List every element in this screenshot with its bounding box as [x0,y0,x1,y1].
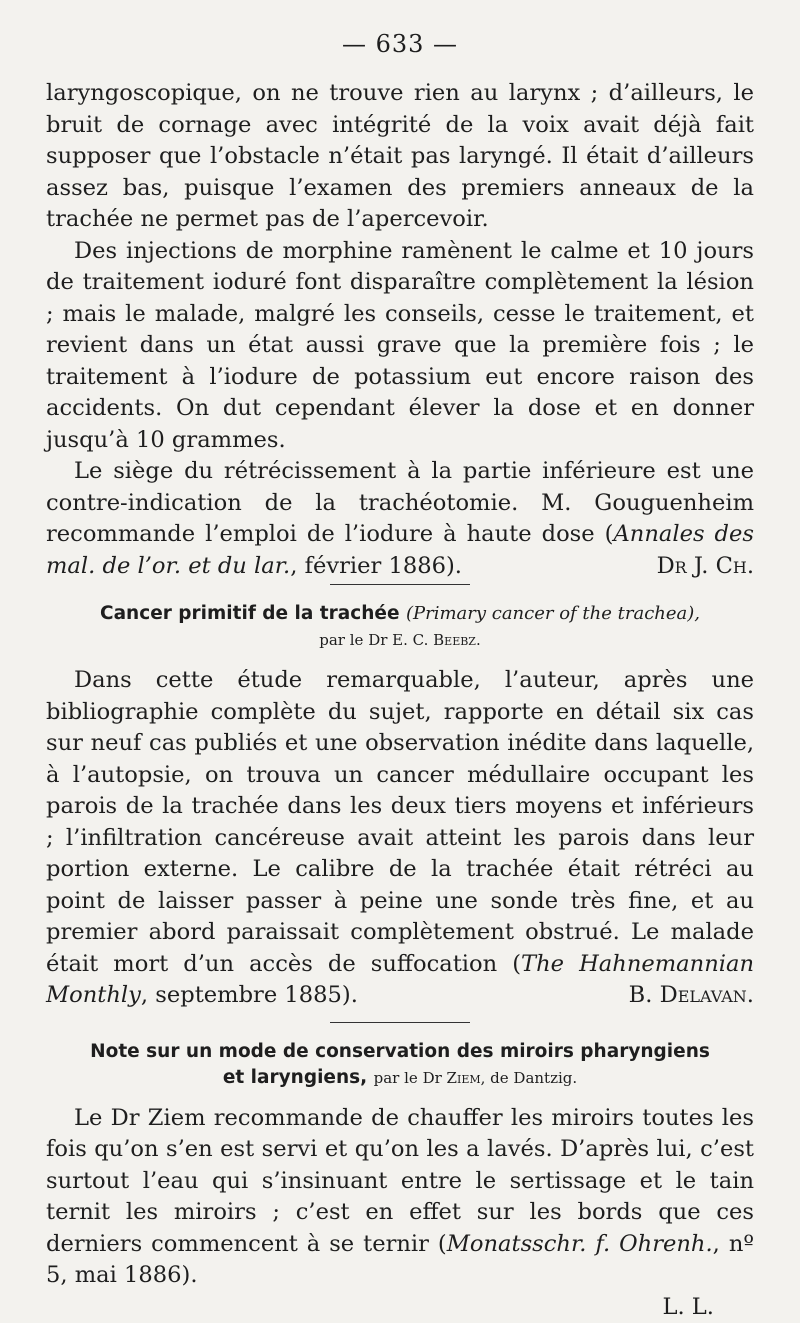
paragraph-mirrors [46,1103,754,1292]
reference-journal: Monatsschr. f. Ohrenh. [447,1231,713,1257]
section-divider [330,1022,470,1023]
paragraph-text: , février 1886). [290,553,462,579]
byline-author: Ziem, [447,1069,486,1087]
paragraph-text: , nº 5, mai 1886). [46,1231,754,1289]
paragraph-text: Dans cette étude remarquable, l’auteur, après une bibliographie complète du sujet, rapporte en détail six cas sur neuf cas publiés et une observation inédite dans laquelle, à l’autopsie, on trouva un cancer médullaire occupant les parois de la trachée dans les deux tiers moyens et inférieurs ; l’infiltration cancéreuse avait atteint les parois dans leur portion externe. Le calibre de la trachée était rétréci au point de laisser passer à peine une sonde très fine, et au premier abord paraissait complètement obstrué. Le malade était mort d’un accès de suffocation ( [46,667,754,977]
signature-l-l: L. L. [46,1292,754,1323]
article-title-text: Cancer primitif de la trachée [100,603,400,624]
paragraph-laryngoscopy: laryngoscopique, on ne trouve rien au larynx ; d’ailleurs, le bruit de cornage avec intégrité de la voix avait déjà fait supposer que l’obstacle n’était pas laryngé. Il était d’ailleurs assez bas, puisque l’examen des premiers anneaux de la trachée ne permet pas de l’apercevoir. [46,78,754,236]
byline-author: Beebz. [433,631,481,649]
article-title-line1: Note sur un mode de conservation des miroirs pharyngiens [90,1041,710,1062]
reference-journal: Annales des mal. de l’or. et du lar. [46,521,754,579]
article-title-line2: et laryngiens, [223,1067,367,1088]
paragraph-treatment: Des injections de morphine ramènent le calme et 10 jours de traitement ioduré font disparaître complètement la lésion ; mais le malade, malgré les conseils, cesse le traitement, et revient dans un état aussi grave que la première fois ; le traitement à l’iodure de potassium eut encore raison des accidents. On dut cependant élever la dose et en donner jusqu’à 10 grammes. [46,236,754,457]
byline-suffix: de Dantzig. [490,1069,577,1087]
article-title-translation: (Primary cancer of the trachea), [406,603,700,624]
paragraph-text: Le Dr Ziem recommande de chauffer les miroirs toutes les fois qu’on s’en est servi et qu’on les a lavés. D’après lui, c’est surtout l’eau qui s’insinuant entre le sertissage et le tain ternit les miroirs ; c’est en effet sur les bords que ces derniers commencent à se ternir ( [46,1105,754,1257]
article-title-cancer [46,601,754,627]
paragraph-stricture [46,456,754,582]
article-byline-mirrors [374,1069,578,1087]
paragraph-cancer-study [46,665,754,1012]
signature-delavan: B. Delavan. [601,980,754,1012]
section-divider [330,584,470,585]
page-number: — 633 — [46,30,754,58]
article-byline-cancer [46,627,754,653]
reference-journal: The Hahnemannian Monthly [46,951,754,1009]
byline-prefix: par le Dr E. C. [319,631,428,649]
paragraph-text: , septembre 1885). [141,982,358,1008]
signature-j-ch: Dr J. Ch. [629,551,754,583]
paragraph-text: Le siège du rétrécissement à la partie inférieure est une contre-indication de la trachéotomie. M. Gouguenheim recommande l’emploi de l’iodure à haute dose ( [46,458,754,547]
byline-prefix: par le Dr [374,1069,442,1087]
article-title-mirrors [46,1039,754,1091]
